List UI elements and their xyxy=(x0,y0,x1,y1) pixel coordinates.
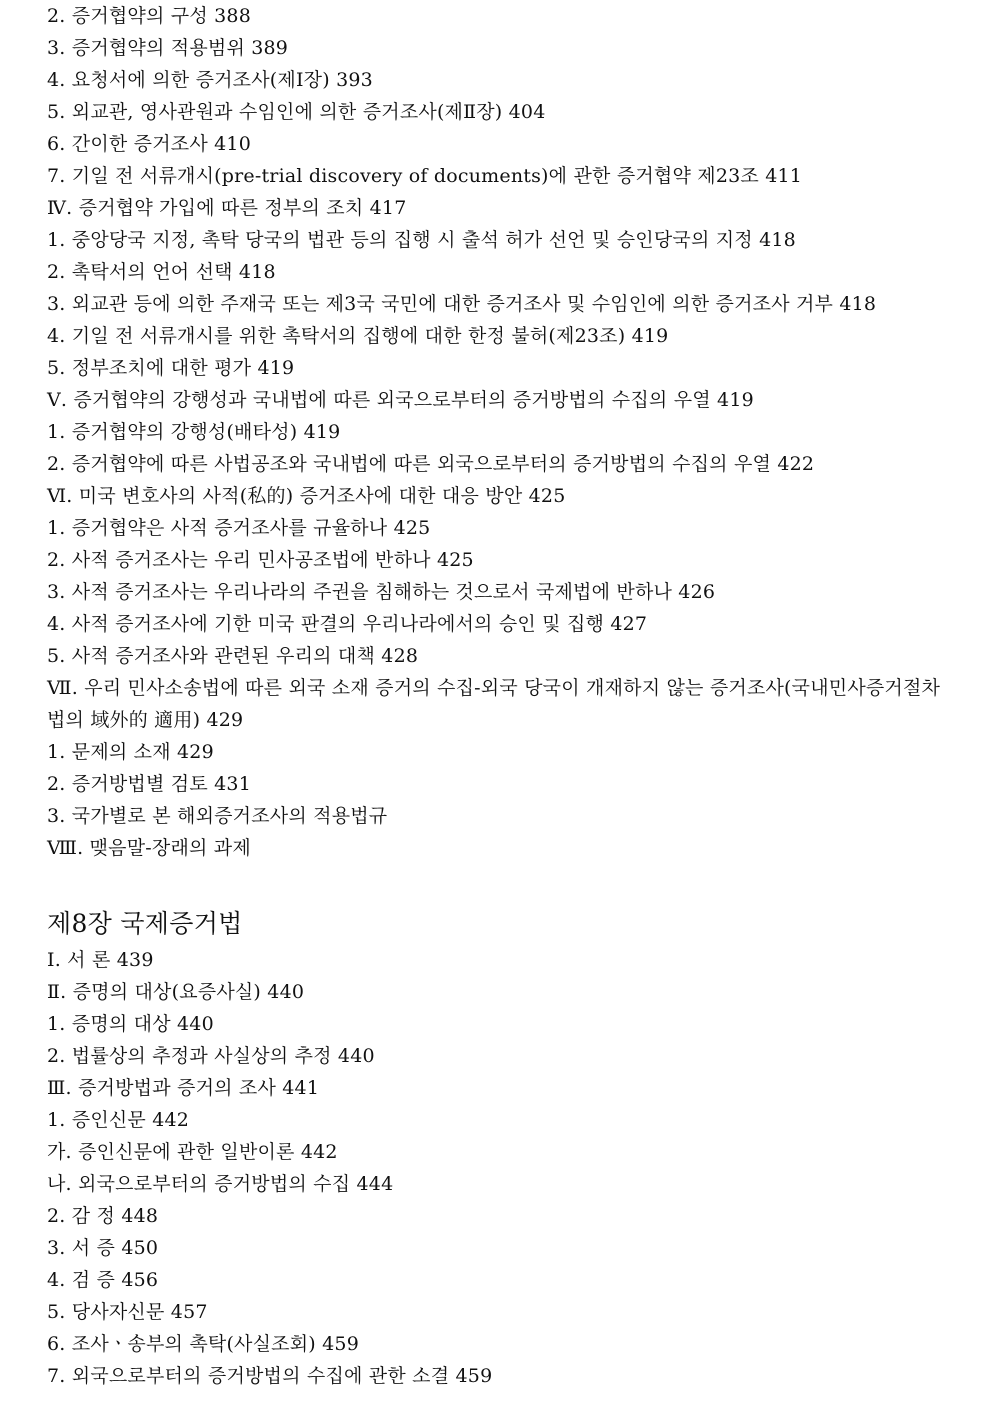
toc-entry: 4. 기일 전 서류개시를 위한 촉탁서의 집행에 대한 한정 불허(제23조) 419 xyxy=(47,325,669,347)
toc-entry: 2. 법률상의 추정과 사실상의 추정 440 xyxy=(47,1045,375,1067)
toc-entry: 2. 사적 증거조사는 우리 민사공조법에 반하나 425 xyxy=(47,549,474,571)
toc-subentry: 나. 외국으로부터의 증거방법의 수집 444 xyxy=(47,1173,394,1195)
toc-heading: Ⅰ. 서 론 439 xyxy=(47,949,154,971)
toc-page xyxy=(47,0,947,1392)
toc-subentry: 가. 증인신문에 관한 일반이론 442 xyxy=(47,1141,338,1163)
toc-entry: 4. 검 증 456 xyxy=(47,1269,159,1291)
toc-entry: 2. 증거방법별 검토 431 xyxy=(47,773,251,795)
section-spacer xyxy=(47,864,947,904)
toc-chapter-8 xyxy=(47,904,947,1392)
toc-entry: 5. 사적 증거조사와 관련된 우리의 대책 428 xyxy=(47,645,419,667)
toc-heading: Ⅴ. 증거협약의 강행성과 국내법에 따른 외국으로부터의 증거방법의 수집의 우열 419 xyxy=(47,389,754,411)
toc-entry: 1. 증거협약은 사적 증거조사를 규율하나 425 xyxy=(47,517,431,539)
toc-entry: 5. 정부조치에 대한 평가 419 xyxy=(47,357,295,379)
toc-entry: 3. 증거협약의 적용범위 389 xyxy=(47,37,289,59)
toc-entry: 1. 중앙당국 지정, 촉탁 당국의 법관 등의 집행 시 출석 허가 선언 및 승인당국의 지정 418 xyxy=(47,229,796,251)
toc-entry: 3. 서 증 450 xyxy=(47,1237,159,1259)
toc-section-continued xyxy=(47,0,947,864)
toc-entry: 4. 요청서에 의한 증거조사(제Ⅰ장) 393 xyxy=(47,69,373,91)
toc-entry: 1. 증인신문 442 xyxy=(47,1109,190,1131)
toc-heading: Ⅲ. 증거방법과 증거의 조사 441 xyxy=(47,1077,320,1099)
toc-heading: Ⅵ. 미국 변호사의 사적(私的) 증거조사에 대한 대응 방안 425 xyxy=(47,485,566,507)
toc-entry: 6. 간이한 증거조사 410 xyxy=(47,133,251,155)
toc-entry: 2. 촉탁서의 언어 선택 418 xyxy=(47,261,276,283)
toc-entry: 1. 증명의 대상 440 xyxy=(47,1013,214,1035)
toc-entry: 1. 증거협약의 강행성(배타성) 419 xyxy=(47,421,341,443)
chapter-title: 제8장 국제증거법 xyxy=(47,909,243,938)
toc-entry: 3. 국가별로 본 해외증거조사의 적용법규 xyxy=(47,805,388,827)
toc-heading: Ⅳ. 증거협약 가입에 따른 정부의 조치 417 xyxy=(47,197,407,219)
toc-entry: 7. 외국으로부터의 증거방법의 수집에 관한 소결 459 xyxy=(47,1365,493,1387)
toc-heading: Ⅶ. 우리 민사소송법에 따른 외국 소재 증거의 수집-외국 당국이 개재하지 않는 증거조사(국내민사증거절차법의 域外的 適用) 429 xyxy=(47,677,941,731)
toc-entry: 5. 당사자신문 457 xyxy=(47,1301,208,1323)
toc-entry: 1. 문제의 소재 429 xyxy=(47,741,214,763)
toc-heading: Ⅷ. 맺음말-장래의 과제 xyxy=(47,837,251,859)
toc-entry: 4. 사적 증거조사에 기한 미국 판결의 우리나라에서의 승인 및 집행 427 xyxy=(47,613,648,635)
toc-entry: 2. 증거협약의 구성 388 xyxy=(47,5,251,27)
toc-entry: 3. 외교관 등에 의한 주재국 또는 제3국 국민에 대한 증거조사 및 수임인에 의한 증거조사 거부 418 xyxy=(47,293,877,315)
toc-heading: Ⅱ. 증명의 대상(요증사실) 440 xyxy=(47,981,305,1003)
toc-entry: 2. 증거협약에 따른 사법공조와 국내법에 따른 외국으로부터의 증거방법의 수집의 우열 422 xyxy=(47,453,815,475)
toc-entry: 2. 감 정 448 xyxy=(47,1205,159,1227)
toc-entry: 6. 조사ㆍ송부의 촉탁(사실조회) 459 xyxy=(47,1333,359,1355)
toc-entry: 3. 사적 증거조사는 우리나라의 주권을 침해하는 것으로서 국제법에 반하나 426 xyxy=(47,581,716,603)
toc-entry: 5. 외교관, 영사관원과 수임인에 의한 증거조사(제Ⅱ장) 404 xyxy=(47,101,546,123)
toc-entry: 7. 기일 전 서류개시(pre-trial discovery of documents)에 관한 증거협약 제23조 411 xyxy=(47,165,803,187)
